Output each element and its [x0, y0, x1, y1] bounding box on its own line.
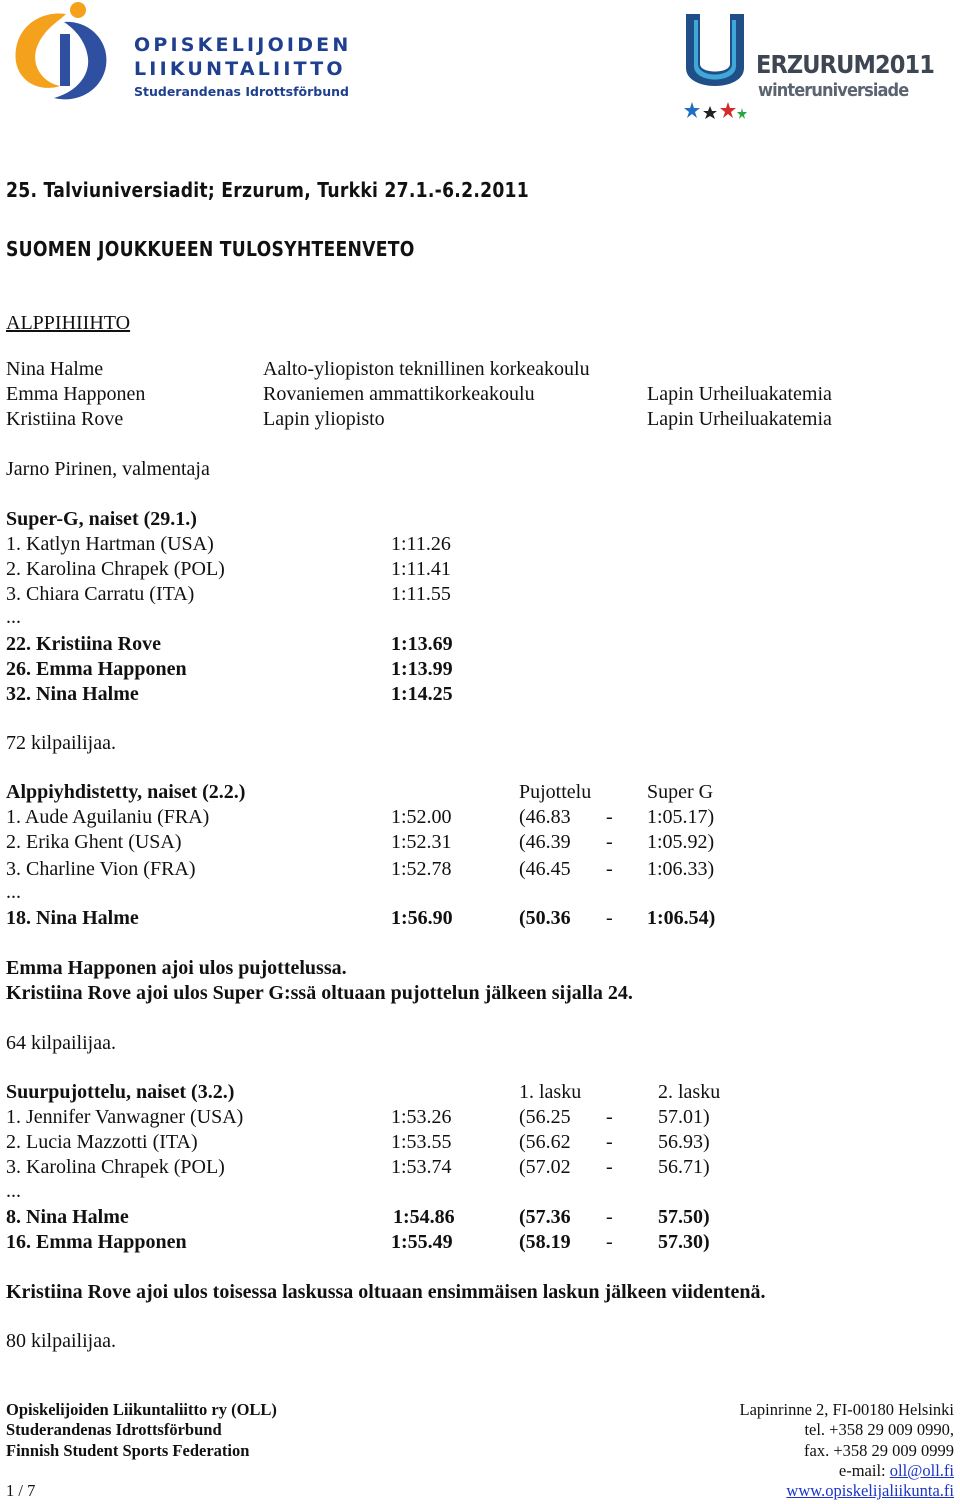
gs-title: Suurpujottelu, naiset (3.2.): [6, 1081, 235, 1103]
oll-logo-line2: LIIKUNTALIITTO: [134, 58, 346, 80]
finnish-result-name: 32. Nina Halme: [6, 683, 139, 705]
coach: Jarno Pirinen, valmentaja: [6, 458, 210, 480]
footer-address: Lapinrinne 2, FI-00180 Helsinki: [739, 1400, 954, 1419]
finnish-result-name: 16. Emma Happonen: [6, 1231, 187, 1253]
finnish-result-run2: 57.30): [658, 1231, 710, 1253]
result-name: 3. Karolina Chrapek (POL): [6, 1156, 225, 1178]
result-name: 3. Chiara Carratu (ITA): [6, 583, 195, 605]
result-name: 3. Charline Vion (FRA): [6, 858, 196, 880]
finnish-result-time: 1:14.25: [391, 683, 453, 705]
universiade-logo: [680, 10, 950, 122]
result-dash: -: [606, 1231, 613, 1253]
combined-note: Kristiina Rove ajoi ulos Super G:ssä oltuaan pujottelun jälkeen sijalla 24.: [6, 982, 633, 1004]
result-name: 2. Lucia Mazzotti (ITA): [6, 1131, 198, 1153]
team-member-name: Nina Halme: [6, 358, 104, 380]
result-name: 1. Katlyn Hartman (USA): [6, 533, 214, 555]
result-run2: 1:06.33): [647, 858, 715, 880]
result-dash: -: [606, 1206, 613, 1228]
col-header-run2: 2. lasku: [658, 1081, 721, 1103]
finnish-result-name: 8. Nina Halme: [6, 1206, 129, 1228]
website-link[interactable]: www.opiskelijaliikunta.fi: [786, 1481, 954, 1500]
finnish-result-time: 1:55.49: [391, 1231, 453, 1253]
finnish-result-time: 1:56.90: [391, 907, 453, 929]
supg-title: Super-G, naiset (29.1.): [6, 508, 197, 530]
finnish-result-name: 18. Nina Halme: [6, 907, 139, 929]
result-dash: -: [606, 1131, 613, 1153]
finnish-result-run1: (58.19: [519, 1231, 571, 1253]
universiade-logo-line1: ERZURUM2011: [756, 50, 934, 79]
oll-logo-line3: Studerandenas Idrottsförbund: [134, 84, 349, 99]
result-run2: 57.01): [658, 1106, 710, 1128]
result-time: 1:53.74: [391, 1156, 452, 1178]
footer-email: [839, 1461, 954, 1481]
finnish-result-run1: (57.36: [519, 1206, 571, 1228]
team-member-club: Lapin Urheiluakatemia: [647, 408, 832, 430]
footer-org: Studerandenas Idrottsförbund: [6, 1420, 222, 1439]
page-title: 25. Talviuniversiadit; Erzurum, Turkki 27.1.-6.2.2011: [6, 178, 530, 202]
team-member-school: Rovaniemen ammattikorkeakoulu: [263, 383, 535, 405]
team-member-school: Aalto-yliopiston teknillinen korkeakoulu: [263, 358, 590, 380]
result-run1: (57.02: [519, 1156, 571, 1178]
result-time: 1:11.55: [391, 583, 451, 605]
result-dash: -: [606, 1156, 613, 1178]
ellipsis: ...: [6, 606, 21, 628]
ellipsis: ...: [6, 1180, 21, 1202]
oll-logo-line1: OPISKELIJOIDEN: [134, 34, 352, 56]
finnish-result-time: 1:13.99: [391, 658, 453, 680]
combined-title: Alppiyhdistetty, naiset (2.2.): [6, 781, 246, 803]
result-name: 2. Karolina Chrapek (POL): [6, 558, 225, 580]
competitor-count: 64 kilpailijaa.: [6, 1032, 116, 1054]
gs-note: Kristiina Rove ajoi ulos toisessa laskussa oltuaan ensimmäisen laskun jälkeen viidentenä.: [6, 1281, 766, 1303]
result-dash: -: [606, 806, 613, 828]
result-run2: 56.71): [658, 1156, 710, 1178]
col-header-run1: Pujottelu: [519, 781, 592, 803]
footer-org: Opiskelijoiden Liikuntaliitto ry (OLL): [6, 1400, 277, 1419]
col-header-run2: Super G: [647, 781, 714, 803]
result-time: 1:11.41: [391, 558, 451, 580]
team-member-school: Lapin yliopisto: [263, 408, 385, 430]
result-time: 1:52.31: [391, 831, 452, 853]
page-subtitle: SUOMEN JOUKKUEEN TULOSYHTEENVETO: [6, 237, 415, 261]
team-member-club: Lapin Urheiluakatemia: [647, 383, 832, 405]
finnish-result-time: 1:13.69: [391, 633, 453, 655]
footer-email-label: e-mail:: [838, 1461, 886, 1480]
finnish-result-run1: (50.36: [519, 907, 571, 929]
result-run2: 1:05.92): [647, 831, 715, 853]
footer-tel: tel. +358 29 009 0990,: [804, 1420, 954, 1439]
team-member-name: Kristiina Rove: [6, 408, 124, 430]
result-time: 1:11.26: [391, 533, 451, 555]
result-dash: -: [606, 907, 613, 929]
footer-fax: fax. +358 29 009 0999: [804, 1441, 954, 1460]
finnish-result-name: 26. Emma Happonen: [6, 658, 187, 680]
result-dash: -: [606, 1106, 613, 1128]
email-link[interactable]: oll@oll.fi: [889, 1461, 954, 1480]
finnish-result-time: 1:54.86: [393, 1206, 455, 1228]
team-member-name: Emma Happonen: [6, 383, 146, 405]
result-time: 1:52.00: [391, 806, 452, 828]
result-name: 2. Erika Ghent (USA): [6, 831, 182, 853]
finnish-result-run2: 1:06.54): [647, 907, 716, 929]
result-time: 1:53.55: [391, 1131, 452, 1153]
universiade-u-mark-icon: [680, 10, 750, 120]
oll-logo-mark-icon: [6, 0, 118, 106]
oll-logo: [6, 0, 352, 110]
universiade-logo-line2: winteruniversiade: [758, 80, 909, 101]
result-time: 1:52.78: [391, 858, 452, 880]
competitor-count: 72 kilpailijaa.: [6, 732, 116, 754]
result-run1: (56.62: [519, 1131, 571, 1153]
finnish-result-run2: 57.50): [658, 1206, 710, 1228]
result-run1: (56.25: [519, 1106, 571, 1128]
sport-heading: ALPPIHIIHTO: [6, 312, 131, 334]
combined-note: Emma Happonen ajoi ulos pujottelussa.: [6, 957, 347, 979]
result-dash: -: [606, 831, 613, 853]
ellipsis: ...: [6, 881, 21, 903]
finnish-result-name: 22. Kristiina Rove: [6, 633, 161, 655]
result-dash: -: [606, 858, 613, 880]
footer-org: Finnish Student Sports Federation: [6, 1441, 250, 1460]
result-run1: (46.45: [519, 858, 571, 880]
page-number: 1 / 7: [6, 1481, 36, 1500]
result-name: 1. Aude Aguilaniu (FRA): [6, 806, 210, 828]
competitor-count: 80 kilpailijaa.: [6, 1330, 116, 1352]
result-run1: (46.39: [519, 831, 571, 853]
result-run1: (46.83: [519, 806, 571, 828]
result-run2: 1:05.17): [647, 806, 715, 828]
result-name: 1. Jennifer Vanwagner (USA): [6, 1106, 244, 1128]
result-time: 1:53.26: [391, 1106, 452, 1128]
col-header-run1: 1. lasku: [519, 1081, 582, 1103]
footer-web: [786, 1481, 954, 1501]
result-run2: 56.93): [658, 1131, 710, 1153]
